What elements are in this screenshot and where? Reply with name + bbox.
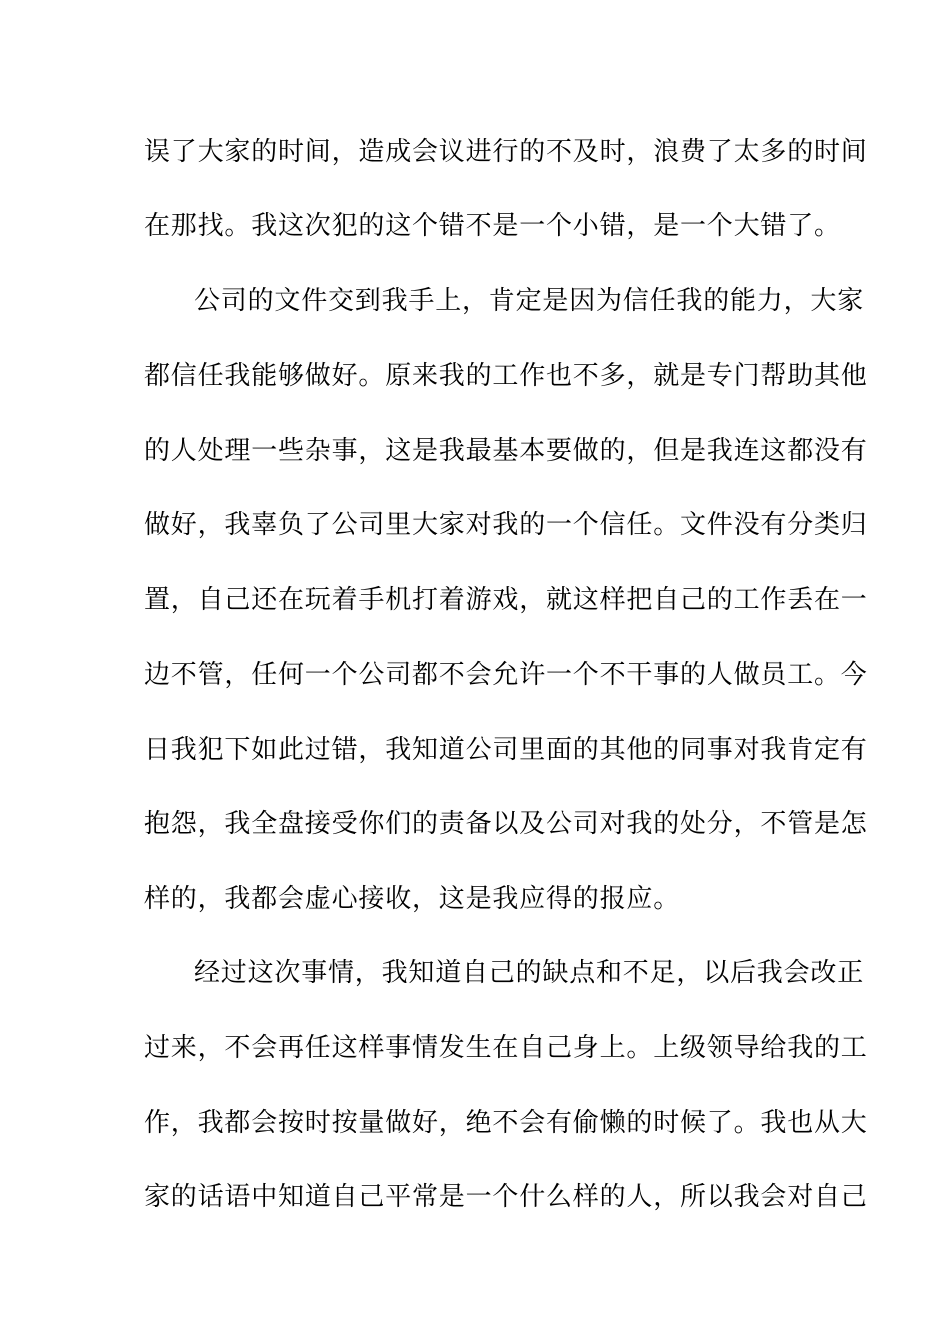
text-line-11: 样的，我都会虚心接收，这是我应得的报应。 <box>144 884 681 914</box>
text-line-9: 日我犯下如此过错，我知道公司里面的其他的同事对我肯定有 <box>144 735 868 765</box>
text-line-8: 边不管，任何一个公司都不会允许一个不干事的人做员工。今 <box>144 660 868 690</box>
paragraph-start-line-3: 公司的文件交到我手上，肯定是因为信任我的能力，大家 <box>194 286 865 316</box>
paragraph-start-line-12: 经过这次事情，我知道自己的缺点和不足，以后我会改正 <box>194 958 865 988</box>
text-line-5: 的人处理一些杂事，这是我最基本要做的，但是我连这都没有 <box>144 436 868 466</box>
text-line-15: 家的话语中知道自己平常是一个什么样的人，所以我会对自己 <box>144 1182 868 1212</box>
text-line-1: 误了大家的时间，造成会议进行的不及时，浪费了太多的时间 <box>144 137 868 167</box>
text-line-14: 作，我都会按时按量做好，绝不会有偷懒的时候了。我也从大 <box>144 1108 868 1138</box>
text-line-10: 抱怨，我全盘接受你们的责备以及公司对我的处分，不管是怎 <box>144 809 868 839</box>
text-line-4: 都信任我能够做好。原来我的工作也不多，就是专门帮助其他 <box>144 361 868 391</box>
text-line-6: 做好，我辜负了公司里大家对我的一个信任。文件没有分类归 <box>144 510 868 540</box>
text-line-13: 过来，不会再任这样事情发生在自己身上。上级领导给我的工 <box>144 1033 868 1063</box>
text-line-2: 在那找。我这次犯的这个错不是一个小错，是一个大错了。 <box>144 211 841 241</box>
text-line-7: 置，自己还在玩着手机打着游戏，就这样把自己的工作丢在一 <box>144 585 868 615</box>
